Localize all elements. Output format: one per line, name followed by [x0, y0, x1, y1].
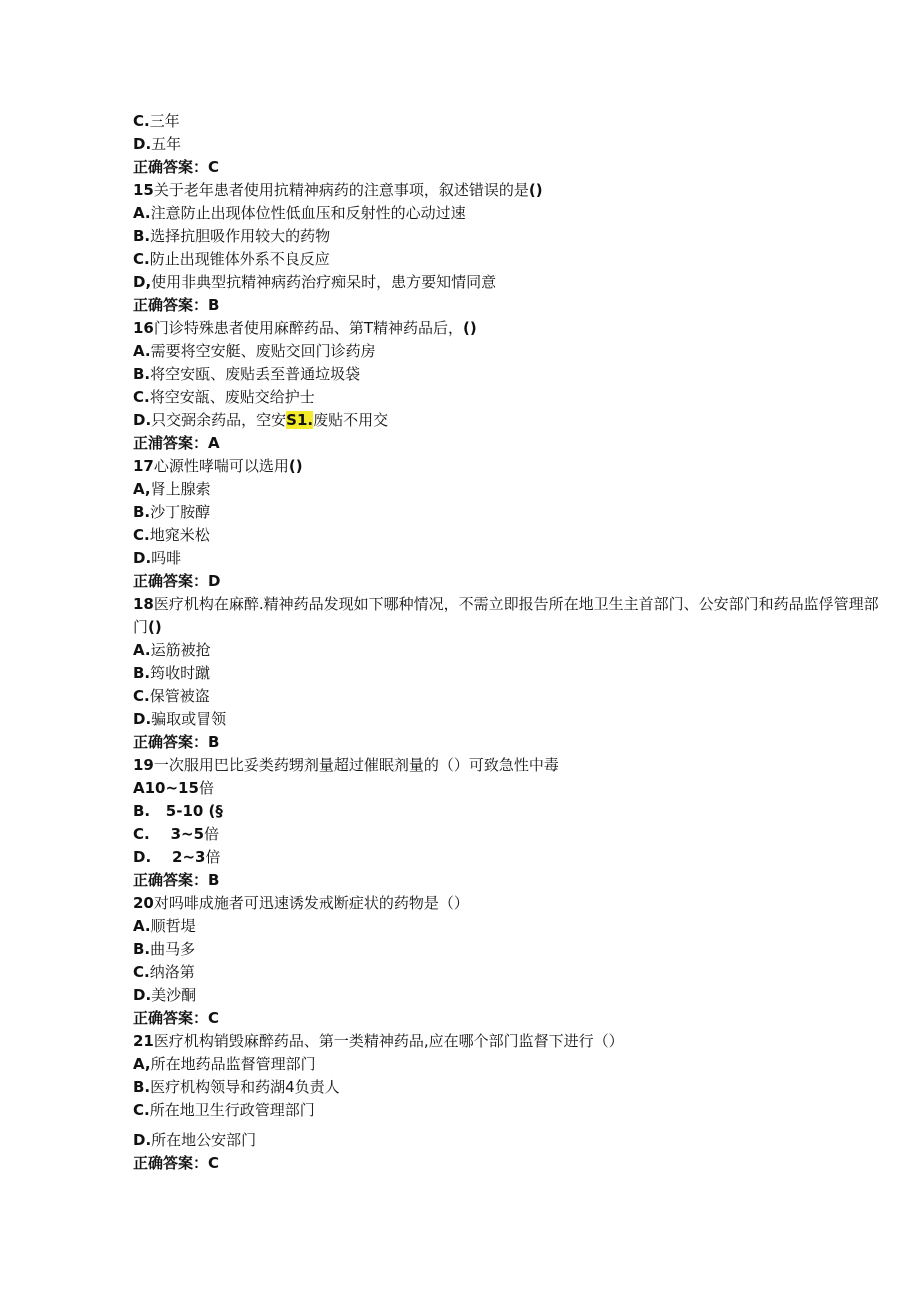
option-line [133, 846, 893, 869]
item-text: 顺哲堤 [150, 917, 196, 935]
question-line [133, 593, 893, 639]
item-text: 倍 [198, 779, 214, 797]
option-line [133, 409, 893, 432]
item-marker: C. 3~5 [133, 825, 205, 843]
option-line [133, 133, 893, 156]
answer-line [133, 1152, 893, 1175]
item-marker: 15 [133, 181, 154, 199]
item-text: 五年 [151, 135, 182, 153]
item-text: 筠收时蹴 [150, 664, 211, 682]
item-marker: A. [133, 641, 151, 659]
item-marker: D. [133, 710, 152, 728]
option-line [133, 1053, 893, 1076]
item-text: 医疗机构在麻醉.精神药品发现如下哪种情况，不需立即报告所在地卫生主首部门、公安部门和药品监俘管理部门 [133, 595, 879, 636]
answer-line [133, 432, 893, 455]
option-line [133, 225, 893, 248]
answer-line [133, 570, 893, 593]
item-marker: C. [133, 112, 150, 130]
option-line [133, 961, 893, 984]
item-marker: 17 [133, 457, 154, 475]
option-line [133, 1099, 893, 1122]
option-line [133, 639, 893, 662]
item-marker: A, [133, 480, 151, 498]
option-line [133, 386, 893, 409]
item-text: 选择抗胆吸作用较大的药物 [150, 227, 331, 245]
answer-value: B [208, 296, 220, 314]
item-marker: 16 [133, 319, 154, 337]
answer-label: 正确答案： [133, 1009, 209, 1027]
item-text: 肾上腺索 [150, 480, 211, 498]
item-marker: D. [133, 549, 152, 567]
item-text: 医疗机构领导和药湖4负责人 [150, 1078, 340, 1096]
option-line [133, 777, 893, 800]
option-line [133, 662, 893, 685]
option-line [133, 800, 893, 823]
item-text: 吗啡 [151, 549, 182, 567]
item-text: 门诊特殊患者使用麻醉药品、第T精神药品后， [153, 319, 464, 337]
question-line [133, 317, 893, 340]
option-line [133, 823, 893, 846]
item-marker: D. [133, 411, 152, 429]
item-text: 关于老年患者使用抗精神病药的注意事项，叙述错误的是 [153, 181, 529, 199]
answer-label: 正确答案： [133, 871, 209, 889]
answer-line [133, 731, 893, 754]
item-marker: B. [133, 664, 151, 682]
item-marker: A. [133, 204, 151, 222]
item-text: 将空安瓿、废贴交给护士 [149, 388, 315, 406]
item-marker: A. [133, 917, 151, 935]
answer-label: 正确答案： [133, 1154, 209, 1172]
item-marker: A. [133, 342, 151, 360]
option-line [133, 110, 893, 133]
answer-line [133, 156, 893, 179]
answer-value: C [208, 1009, 220, 1027]
item-text: 心源性哮喘可以选用 [153, 457, 289, 475]
answer-value: C [208, 158, 220, 176]
item-text: 使用非典型抗精神病药治疗痴呆时，患方要知情同意 [151, 273, 497, 291]
question-line [133, 455, 893, 478]
option-line [133, 685, 893, 708]
item-marker: C. [133, 963, 150, 981]
item-marker: D. [133, 1131, 152, 1149]
answer-label: 正浦答案： [133, 434, 209, 452]
item-text: 所在地公安部门 [151, 1131, 257, 1149]
item-text: 骗取或冒领 [151, 710, 227, 728]
item-marker: B. [133, 940, 151, 958]
item-marker: C. [133, 1101, 150, 1119]
highlighted-text: S1. [286, 411, 314, 429]
item-text: 倍 [205, 848, 221, 866]
item-marker: 19 [133, 756, 154, 774]
item-text-tail: 废贴不用交 [313, 411, 389, 429]
option-line [133, 1129, 893, 1152]
answer-label: 正确答案： [133, 158, 209, 176]
option-line [133, 1076, 893, 1099]
item-text: 曲马多 [150, 940, 196, 958]
item-marker: D. [133, 986, 152, 1004]
item-marker: C. [133, 250, 150, 268]
document-page [133, 110, 893, 1175]
option-line [133, 984, 893, 1007]
blank-parentheses: () [288, 457, 303, 475]
question-line [133, 754, 893, 777]
answer-line [133, 1007, 893, 1030]
answer-line [133, 294, 893, 317]
item-marker: C. [133, 526, 150, 544]
answer-label: 正确答案： [133, 572, 209, 590]
item-marker: 18 [133, 595, 154, 613]
option-line [133, 478, 893, 501]
item-marker: D, [133, 273, 152, 291]
item-marker: A, [133, 1055, 151, 1073]
question-line [133, 179, 893, 202]
option-line [133, 202, 893, 225]
option-line [133, 938, 893, 961]
option-line [133, 524, 893, 547]
item-text: 纳洛第 [149, 963, 195, 981]
item-text: 运筋被抢 [150, 641, 211, 659]
item-text: 防止出现锥体外系不良反应 [149, 250, 330, 268]
option-line [133, 708, 893, 731]
answer-value: B [208, 733, 220, 751]
item-text: 沙丁胺醇 [150, 503, 211, 521]
question-line [133, 892, 893, 915]
option-line [133, 340, 893, 363]
answer-line [133, 869, 893, 892]
item-text: 所在地卫生行政管理部门 [149, 1101, 315, 1119]
option-line [133, 501, 893, 524]
item-text: 对吗啡成施者可迅速诱发戒断症状的药物是（） [153, 894, 469, 912]
item-marker: D. [133, 135, 152, 153]
option-line [133, 248, 893, 271]
item-text: 美沙酮 [151, 986, 197, 1004]
item-text: 地窕米松 [149, 526, 210, 544]
blank-parentheses: () [463, 319, 477, 337]
answer-value: B [208, 871, 220, 889]
item-marker: B. [133, 1078, 151, 1096]
option-line [133, 547, 893, 570]
item-text: 将空安瓯、废贴丢至普通垃圾袋 [150, 365, 361, 383]
blank-parentheses: () [528, 181, 543, 199]
item-marker: B. [133, 365, 151, 383]
item-text: 医疗机构销毁麻醉药品、第一类精神药品,应在哪个部门监督下进行（） [153, 1032, 624, 1050]
option-line [133, 915, 893, 938]
option-line [133, 363, 893, 386]
item-marker: B. 5-10 (§ [133, 802, 223, 820]
question-line [133, 1030, 893, 1053]
item-marker: B. [133, 227, 151, 245]
item-text: 保管被盗 [149, 687, 210, 705]
item-marker: C. [133, 687, 150, 705]
item-text: 三年 [149, 112, 180, 130]
item-text: 需要将空安艇、废贴交回门诊药房 [150, 342, 376, 360]
item-text: 倍 [204, 825, 220, 843]
item-text: 所在地药品监督管理部门 [150, 1055, 316, 1073]
answer-label: 正确答案： [133, 296, 209, 314]
item-marker: C. [133, 388, 150, 406]
item-text: 一次服用巴比妥类药甥剂量超过催眠剂量的（）可致急性中毒 [153, 756, 559, 774]
item-text: 只交弼余药品，空安 [151, 411, 287, 429]
item-marker: 21 [133, 1032, 154, 1050]
item-marker: 20 [133, 894, 154, 912]
item-text: 注意防止出现体位性低血压和反射性的心动过速 [150, 204, 466, 222]
answer-value: A [208, 434, 220, 452]
answer-label: 正确答案： [133, 733, 209, 751]
item-marker: D. 2~3 [133, 848, 206, 866]
item-marker: B. [133, 503, 151, 521]
option-line [133, 271, 893, 294]
item-marker: A10~15 [133, 779, 199, 797]
blank-parentheses: () [148, 618, 162, 636]
answer-value: D [208, 572, 221, 590]
answer-value: C [208, 1154, 220, 1172]
